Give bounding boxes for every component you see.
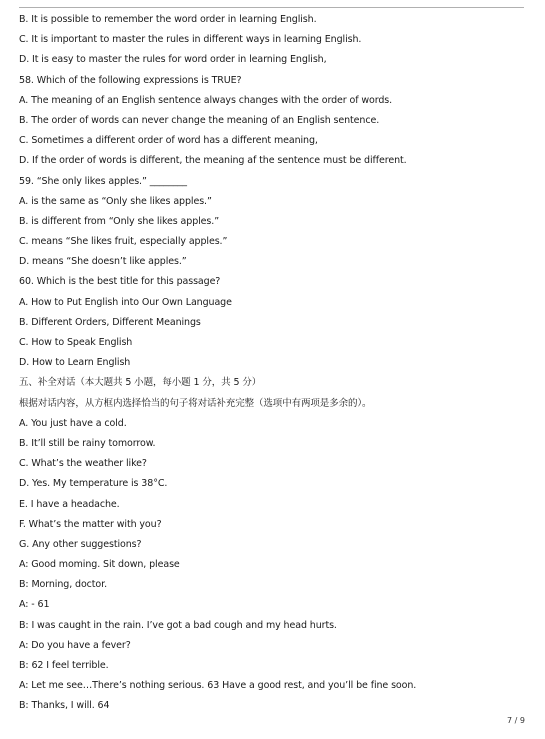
option-line: A. is the same as “Only she likes apples.”: [19, 195, 212, 207]
dialogue-line: B: Morning, doctor.: [19, 579, 107, 591]
dialogue-line: A: Do you have a fever?: [19, 639, 131, 651]
dialogue-line: A: Good moming. Sit down, please: [19, 559, 180, 571]
choice-line: E. I have a headache.: [19, 498, 120, 510]
choice-line: D. Yes. My temperature is 38°C.: [19, 478, 168, 490]
dialogue-line: B: I was caught in the rain. I’ve got a bad cough and my head hurts.: [19, 619, 337, 631]
header-rule: [19, 7, 524, 8]
option-line: B. It is possible to remember the word order in learning English.: [19, 14, 317, 25]
option-line: D. It is easy to master the rules for word order in learning English,: [19, 54, 327, 66]
question-59: 59. “She only likes apples.” ________: [19, 175, 187, 187]
section-instructions: 根据对话内容，从方框内选择恰当的句子将对话补充完整（选项中有两项是多余的）。: [19, 397, 372, 409]
option-line: C. How to Speak English: [19, 337, 133, 348]
choice-line: A. You just have a cold.: [19, 417, 127, 429]
section-heading: 五、补全对话（本大题共 5 小题，每小题 1 分，共 5 分）: [19, 377, 262, 389]
choice-line: B. It’ll still be rainy tomorrow.: [19, 437, 156, 449]
choice-line: G. Any other suggestions?: [19, 538, 142, 550]
dialogue-line: A: - 61: [19, 599, 50, 611]
option-line: B. is different from “Only she likes apples.”: [19, 215, 220, 227]
page-number: 7 / 9: [507, 716, 525, 725]
option-line: A. How to Put English into Our Own Language: [19, 296, 232, 308]
option-line: C. It is important to master the rules in different ways in learning English.: [19, 34, 362, 46]
option-line: D. If the order of words is different, the meaning af the sentence must be different.: [19, 155, 407, 167]
question-58: 58. Which of the following expressions is TRUE?: [19, 74, 242, 86]
dialogue-line: A: Let me see…There’s nothing serious. 63 Have a good rest, and you’ll be fine soon.: [19, 680, 417, 692]
choice-line: F. What’s the matter with you?: [19, 518, 162, 530]
option-line: B. The order of words can never change the meaning of an English sentence.: [19, 114, 380, 126]
option-line: C. Sometimes a different order of word has a different meaning,: [19, 135, 318, 147]
option-line: B. Different Orders, Different Meanings: [19, 316, 201, 328]
dialogue-line: B: Thanks, I will. 64: [19, 700, 110, 712]
option-line: C. means “She likes fruit, especially apples.”: [19, 236, 228, 248]
choice-line: C. What’s the weather like?: [19, 458, 147, 470]
option-line: A. The meaning of an English sentence always changes with the order of words.: [19, 94, 393, 106]
question-60: 60. Which is the best title for this passage?: [19, 276, 221, 288]
option-line: D. means “She doesn’t like apples.”: [19, 256, 187, 268]
dialogue-line: B: 62 I feel terrible.: [19, 660, 109, 671]
document-body: [19, 10, 529, 717]
option-line: D. How to Learn English: [19, 357, 131, 369]
